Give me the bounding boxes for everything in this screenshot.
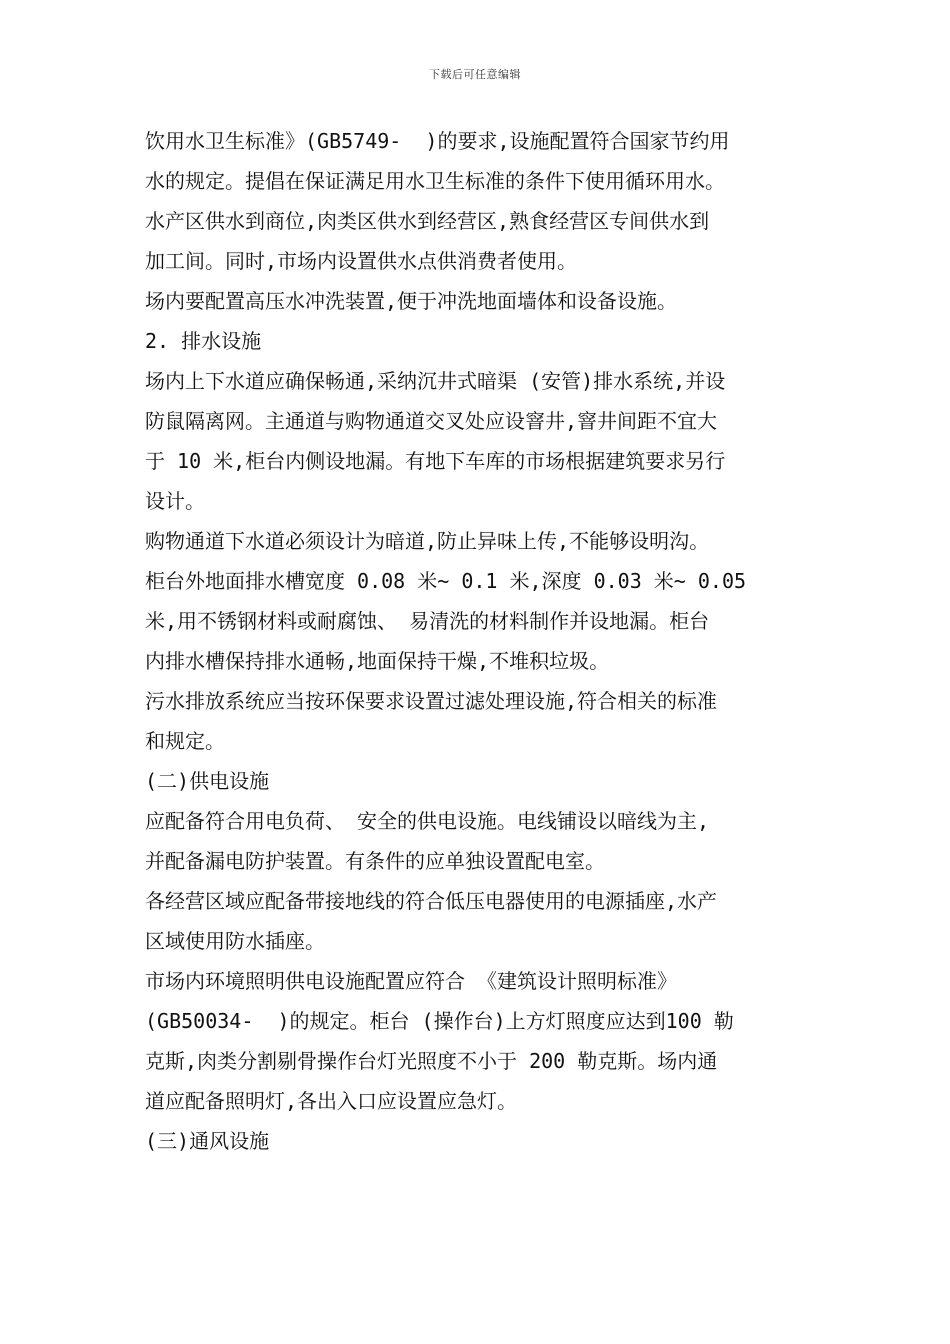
- text-line: 污水排放系统应当按环保要求设置过滤处理设施,符合相关的标准: [145, 689, 718, 713]
- page-header: 下载后可任意编辑: [429, 68, 521, 81]
- text-line: 应配备符合用电负荷、 安全的供电设施。电线铺设以暗线为主,: [145, 809, 710, 833]
- text-line: 米,用不锈钢材料或耐腐蚀、 易清洗的材料制作并设地漏。柜台: [145, 609, 710, 633]
- text-line: 内排水槽保持排水通畅,地面保持干燥,不堆积垃圾。: [145, 649, 610, 673]
- text-line: 和规定。: [145, 729, 225, 753]
- text-line: 市场内环境照明供电设施配置应符合 《建筑设计照明标准》: [145, 969, 678, 993]
- text-line: 各经营区域应配备带接地线的符合低压电器使用的电源插座,水产: [145, 889, 718, 913]
- document-body: [145, 121, 815, 1161]
- text-line: 场内上下水道应确保畅通,采纳沉井式暗渠 (安管)排水系统,并设: [145, 369, 726, 393]
- text-line: 防鼠隔离网。主通道与购物通道交叉处应设窨井,窨井间距不宜大: [145, 409, 718, 433]
- text-line: 并配备漏电防护装置。有条件的应单独设置配电室。: [145, 849, 605, 873]
- text-line: 水的规定。提倡在保证满足用水卫生标准的条件下使用循环用水。: [145, 169, 725, 193]
- text-line: 道应配备照明灯,各出入口应设置应急灯。: [145, 1089, 518, 1113]
- text-line: 于 10 米,柜台内侧设地漏。有地下车库的市场根据建筑要求另行: [145, 449, 726, 473]
- text-line: 柜台外地面排水槽宽度 0.08 米~ 0.1 米,深度 0.03 米~ 0.05: [145, 569, 747, 593]
- text-line: 区域使用防水插座。: [145, 929, 325, 953]
- text-line: 水产区供水到商位,肉类区供水到经营区,熟食经营区专间供水到: [145, 209, 710, 233]
- text-line: 克斯,肉类分割剔骨操作台灯光照度不小于 200 勒克斯。场内通: [145, 1049, 718, 1073]
- text-line: 设计。: [145, 489, 205, 513]
- section-heading-ventilation: (三)通风设施: [145, 1129, 270, 1153]
- text-line: 饮用水卫生标准》(GB5749- )的要求,设施配置符合国家节约用: [145, 129, 730, 153]
- section-heading-power: (二)供电设施: [145, 769, 270, 793]
- text-line: 场内要配置高压水冲洗装置,便于冲洗地面墙体和设备设施。: [145, 289, 678, 313]
- text-line: (GB50034- )的规定。柜台 (操作台)上方灯照度应达到100 勒: [145, 1009, 734, 1033]
- text-line: 购物通道下水道必须设计为暗道,防止异味上传,不能够设明沟。: [145, 529, 710, 553]
- text-line: 加工间。同时,市场内设置供水点供消费者使用。: [145, 249, 578, 273]
- section-heading-drainage: 2. 排水设施: [145, 329, 262, 353]
